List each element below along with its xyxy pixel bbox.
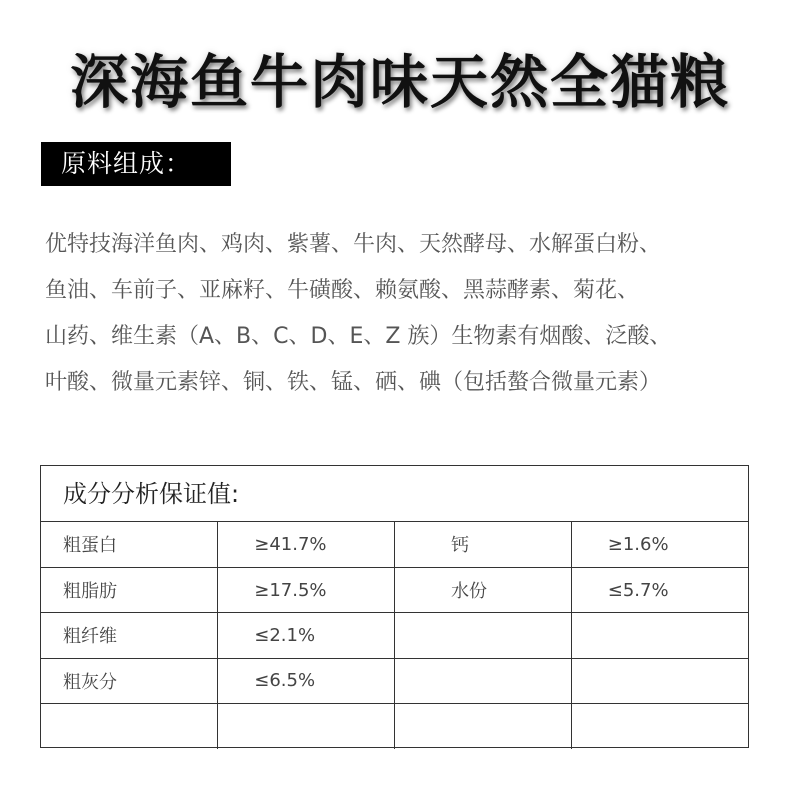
nutrient-value: ≤6.5% [218, 658, 395, 703]
nutrient-value: ≤2.1% [218, 613, 395, 658]
ingredients-text [45, 222, 765, 406]
page-title: 深海鱼牛肉味天然全猫粮 [69, 48, 730, 116]
nutrient-label: 粗灰分 [41, 658, 218, 703]
nutrient-label [395, 613, 572, 658]
nutrient-label [395, 704, 572, 749]
nutrient-value: ≤5.7% [571, 567, 748, 612]
table-row [41, 704, 748, 749]
table-row [41, 613, 748, 658]
nutrient-value: ≥41.7% [218, 522, 395, 567]
nutrient-label [41, 704, 218, 749]
ingredients-line: 优特技海洋鱼肉、鸡肉、紫薯、牛肉、天然酵母、水解蛋白粉、 [45, 232, 662, 257]
ingredients-line: 叶酸、微量元素锌、铜、铁、锰、硒、碘（包括螯合微量元素） [45, 370, 662, 395]
nutrient-label: 钙 [395, 522, 572, 567]
ingredients-label: 原料组成： [41, 142, 231, 186]
analysis-heading: 成分分析保证值: [41, 466, 748, 522]
nutrient-label: 粗纤维 [41, 613, 218, 658]
nutrient-value: ≥17.5% [218, 567, 395, 612]
analysis-table [41, 522, 748, 749]
ingredients-line: 山药、维生素（A、B、C、D、E、Z 族）生物素有烟酸、泛酸、 [45, 324, 672, 349]
nutrient-value [571, 658, 748, 703]
ingredients-line: 鱼油、车前子、亚麻籽、牛磺酸、赖氨酸、黑蒜酵素、菊花、 [45, 278, 640, 303]
table-row [41, 658, 748, 703]
nutrient-value [571, 613, 748, 658]
analysis-table-box [40, 465, 749, 748]
nutrient-value: ≥1.6% [571, 522, 748, 567]
table-row [41, 567, 748, 612]
nutrient-label: 水份 [395, 567, 572, 612]
nutrient-label [395, 658, 572, 703]
nutrient-value [571, 704, 748, 749]
table-row [41, 522, 748, 567]
nutrient-value [218, 704, 395, 749]
nutrient-label: 粗蛋白 [41, 522, 218, 567]
nutrient-label: 粗脂肪 [41, 567, 218, 612]
